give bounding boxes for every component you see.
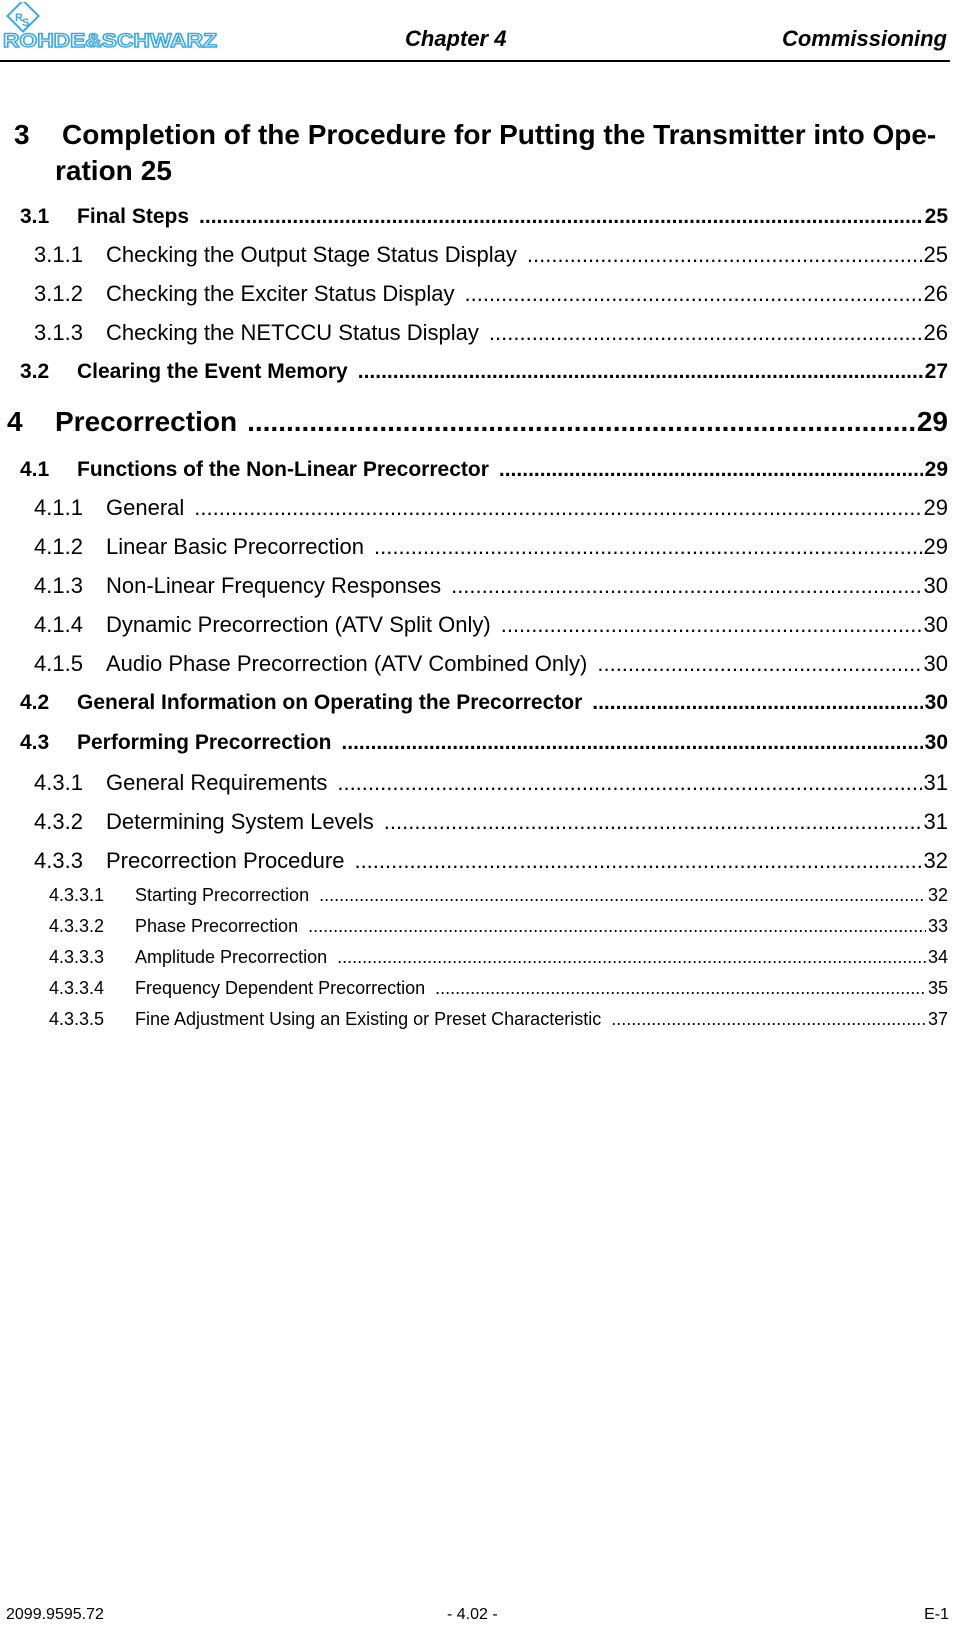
- toc-entry-number: 3.1: [20, 205, 50, 228]
- toc-entry-title: Non-Linear Frequency Responses: [106, 573, 442, 598]
- toc-entry: [0, 117, 948, 189]
- toc-entry-title: Phase Precorrection: [135, 916, 299, 936]
- toc-entry-page: 29: [923, 495, 948, 520]
- toc-entry-page: 25: [923, 242, 948, 267]
- toc-entry-number: 3.2: [20, 360, 50, 383]
- toc-entry-page: 32: [927, 885, 948, 905]
- toc-entry-title: Starting Precorrection: [135, 885, 310, 905]
- page-number: - 4.02 -: [447, 1606, 498, 1623]
- toc-entry-title: Final Steps: [77, 205, 190, 228]
- toc-leader-dots: [308, 911, 926, 942]
- toc-entry-title: Checking the Output Stage Status Display: [106, 242, 517, 267]
- toc-entry-page: 35: [927, 978, 948, 998]
- toc-entry-number: 4: [7, 406, 23, 437]
- toc-entry: [0, 723, 948, 763]
- toc-entry-page: 30: [923, 651, 948, 676]
- toc-entry: [0, 199, 948, 235]
- toc-entry-page: 29: [923, 534, 948, 559]
- svg-text:R: R: [15, 12, 23, 24]
- toc-entry-title: Determining System Levels: [106, 809, 374, 834]
- toc-entry: [0, 527, 948, 566]
- toc-leader-dots: [354, 841, 921, 880]
- toc-entry-number: 4.3.3: [34, 848, 83, 873]
- toc-entry-title: Amplitude Precorrection: [135, 947, 328, 967]
- toc-leader-dots: [501, 605, 922, 644]
- toc-leader-dots: [592, 683, 922, 723]
- page-header: [0, 0, 953, 62]
- toc-entry-page: 30: [923, 573, 948, 598]
- toc-entry-page: 26: [923, 281, 948, 306]
- toc-entry-title: Precorrection Procedure: [106, 848, 345, 873]
- toc-entry-title: Fine Adjustment Using an Existing or Preset Characteristic: [135, 1009, 602, 1029]
- toc-leader-dots: [384, 802, 922, 841]
- toc-entry: [0, 235, 948, 274]
- toc-entry-page: 27: [924, 360, 948, 383]
- toc-entry-number: 3.1.2: [34, 281, 83, 306]
- table-of-contents: [0, 117, 953, 1035]
- toc-entry-number: 3.1.3: [34, 320, 83, 345]
- toc-entry: [0, 605, 948, 644]
- toc-entry-title: Checking the NETCCU Status Display: [106, 320, 479, 345]
- toc-entry: [0, 1004, 948, 1035]
- toc-entry-title: Performing Precorrection: [77, 731, 332, 754]
- toc-entry-page: 32: [923, 848, 948, 873]
- toc-entry-page: 31: [923, 770, 948, 795]
- toc-entry: [0, 911, 948, 942]
- toc-leader-dots: [319, 880, 926, 911]
- toc-entry-title: Frequency Dependent Precorrection: [135, 978, 426, 998]
- rohde-schwarz-logo: [2, 2, 224, 48]
- toc-entry: [0, 566, 948, 605]
- toc-entry-page: 30: [923, 612, 948, 637]
- toc-entry-number: 4.3: [20, 731, 50, 754]
- toc-entry: [0, 644, 948, 683]
- toc-entry-number: 4.1.3: [34, 573, 83, 598]
- toc-entry-number: 4.3.3.2: [49, 916, 105, 936]
- toc-leader-dots: [499, 452, 923, 488]
- toc-leader-dots: [194, 488, 921, 527]
- toc-leader-dots: [341, 723, 922, 763]
- document-number: 2099.9595.72: [6, 1606, 104, 1623]
- toc-leader-dots: [465, 274, 922, 313]
- toc-leader-dots: [527, 235, 922, 274]
- toc-leader-dots: [597, 644, 921, 683]
- toc-entry: [0, 683, 948, 723]
- toc-leader-dots: [247, 392, 915, 452]
- section-label: Commissioning: [781, 26, 947, 51]
- toc-entry: [0, 488, 948, 527]
- toc-entry: [0, 274, 948, 313]
- toc-entry-number: 4.1.1: [34, 495, 83, 520]
- toc-entry-page: 30: [924, 731, 948, 754]
- toc-entry-title: General: [106, 495, 185, 520]
- toc-entry-title: Precorrection: [55, 406, 238, 437]
- edition-label: E-1: [924, 1606, 949, 1623]
- toc-leader-dots: [358, 352, 923, 392]
- toc-entry: [0, 763, 948, 802]
- toc-entry-page: 26: [923, 320, 948, 345]
- toc-entry-number: 4.2: [20, 691, 50, 714]
- toc-entry-title: General Requirements: [106, 770, 328, 795]
- toc-entry-title: Checking the Exciter Status Display: [106, 281, 455, 306]
- toc-entry-number: 4.3.2: [34, 809, 83, 834]
- toc-entry-page: 25: [140, 155, 172, 186]
- svg-text:ROHDE&SCHWARZ: ROHDE&SCHWARZ: [3, 31, 218, 48]
- toc-entry-page: 30: [924, 691, 948, 714]
- toc-entry-number: 4.3.3.1: [49, 885, 105, 905]
- toc-leader-dots: [374, 527, 922, 566]
- toc-entry: [0, 880, 948, 911]
- toc-leader-dots: [435, 973, 926, 1004]
- toc-leader-dots: [199, 199, 923, 235]
- toc-entry-title: General Information on Operating the Precorrector: [77, 691, 583, 714]
- toc-entry-number: 4.3.3.4: [49, 978, 105, 998]
- toc-entry-title: Dynamic Precorrection (ATV Split Only): [106, 612, 491, 637]
- toc-entry-number: 4.1.2: [34, 534, 83, 559]
- svg-text:S: S: [22, 17, 30, 29]
- toc-entry: [0, 313, 948, 352]
- toc-entry-page: 25: [924, 205, 948, 228]
- toc-entry-title: Functions of the Non-Linear Precorrector: [77, 458, 489, 481]
- toc-entry: [0, 841, 948, 880]
- toc-entry-number: 4.3.3.5: [49, 1009, 105, 1029]
- toc-entry-number: 4.3.3.3: [49, 947, 105, 967]
- header-rule: [0, 60, 950, 62]
- toc-entry-page: 29: [916, 406, 948, 437]
- toc-entry: [0, 802, 948, 841]
- toc-entry-page: 29: [924, 458, 948, 481]
- toc-entry: [0, 942, 948, 973]
- toc-entry: [0, 352, 948, 392]
- toc-entry: [0, 392, 948, 452]
- toc-leader-dots: [337, 763, 921, 802]
- toc-entry-page: 34: [927, 947, 948, 967]
- toc-entry-number: 4.1.5: [34, 651, 83, 676]
- toc-entry-page: 33: [927, 916, 948, 936]
- toc-entry: [0, 973, 948, 1004]
- toc-entry-number: 4.3.1: [34, 770, 83, 795]
- toc-leader-dots: [451, 566, 921, 605]
- toc-leader-dots: [611, 1004, 926, 1035]
- toc-entry-number: 3: [14, 119, 30, 150]
- toc-entry-page: 31: [923, 809, 948, 834]
- toc-entry-number: 4.1.4: [34, 612, 83, 637]
- toc-entry-title: Linear Basic Precorrection: [106, 534, 365, 559]
- toc-entry-title: Clearing the Event Memory: [77, 360, 348, 383]
- toc-entry-page: 37: [927, 1009, 948, 1029]
- toc-entry-number: 3.1.1: [34, 242, 83, 267]
- toc-leader-dots: [489, 313, 922, 352]
- chapter-label: Chapter 4: [405, 26, 507, 51]
- toc-entry-title: Completion of the Procedure for Putting the Transmitter into Ope-ration: [55, 119, 937, 186]
- toc-entry-number: 4.1: [20, 458, 50, 481]
- toc-leader-dots: [337, 942, 926, 973]
- toc-entry: [0, 452, 948, 488]
- toc-entry-title: Audio Phase Precorrection (ATV Combined Only): [106, 651, 588, 676]
